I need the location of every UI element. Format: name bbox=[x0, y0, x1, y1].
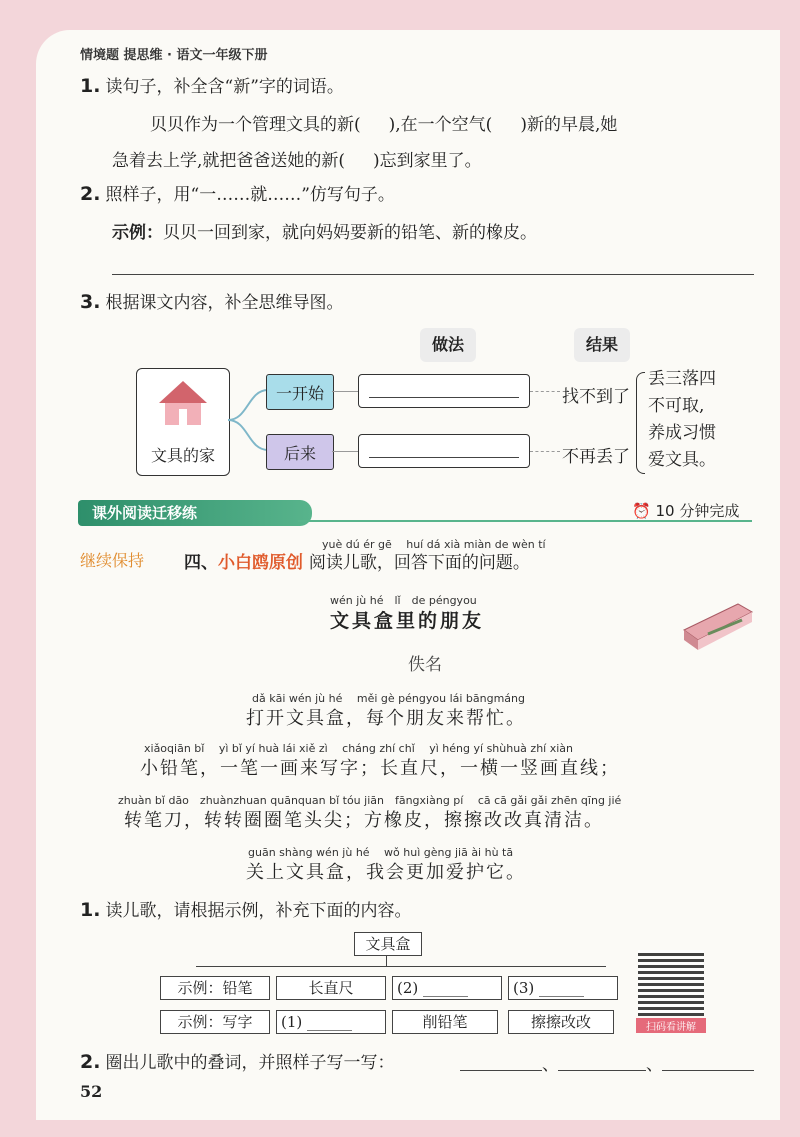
house-icon bbox=[155, 377, 211, 427]
page: 情境题 提思维 · 语文一年级下册 1. 读句子，补全含“新”字的词语。 贝贝作为一个管理文具的新( ),在一个空气( )新的早晨,她 急着去上学,就把爸爸送她的新( )忘到家里了。 2. 照样子，用“一……就……”仿写句子。 示例：贝贝一回到家，就向妈妈要新的铅笔、新的橡皮。 3. 根据课文内容，补全思维导图。 做法 结果 文具的家 一开始 后来 找不到了 不再丢了 丢三落四 不可取, 养成习惯 爱文具。 课外阅读迁移练 ⏰ 10 分钟完成 继续保持 yuè dú ér gē huí dá xià miàn de wèn tí 四、小白鸥原创 阅读儿歌，回答下面的问题。 wén jù hé lǐ de péngyou 文具盒里的朋友 佚名 dǎ kāi wén jù hé měi gè péngyou lái bāngmáng 打开文具盒，每个朋友来帮忙。 xiǎoqiān bǐ yì bǐ yí huà lái xiě zì cháng zhí chǐ yì héng yí shùhuà zhí xiàn 小铅笔，一笔一画来写字；长直尺，一横一竖画直线； zhuàn bǐ dāo zhuànzhuan quānquan bǐ tóu jiān fāngxiàng pí cā cā gǎi gǎi zhēn qīng jié 转笔刀，转转圈圈笔头尖；方橡皮，擦擦改改真清洁。 guān shàng wén jù hé wǒ huì gèng jiā ài hù tā 关上文具盒，我会更加爱护它。 1. 读儿歌，请根据示例，补充下面的内容。 文具盒 示例：铅笔 长直尺 (2) ______ (3) ______ 示例：写字 (1) ______ 削铅笔 擦擦改改 扫码看讲解 2. 圈出儿歌中的叠词，并照样子写一写： 、 、 52 bbox=[36, 30, 780, 1120]
pencil-box-image bbox=[678, 590, 758, 660]
row1-example: 示例：铅笔 bbox=[160, 976, 270, 1000]
row2-blank-1[interactable]: (1) ______ bbox=[276, 1010, 386, 1034]
row2-sharpen: 削铅笔 bbox=[392, 1010, 498, 1034]
later-node: 后来 bbox=[266, 434, 334, 470]
q2-answer-line[interactable] bbox=[112, 274, 754, 275]
col-method-header: 做法 bbox=[420, 328, 476, 362]
q1-sentence-line2: 急着去上学,就把爸爸送她的新( )忘到家里了。 bbox=[112, 151, 482, 171]
poem-line-1: 打开文具盒，每个朋友来帮忙。 bbox=[246, 708, 526, 729]
qr-label: 扫码看讲解 bbox=[636, 1018, 706, 1033]
reading-banner: 课外阅读迁移练 bbox=[78, 500, 312, 526]
row1-blank-3[interactable]: (3) ______ bbox=[508, 976, 618, 1000]
poem-line-4: 关上文具盒，我会更加爱护它。 bbox=[246, 862, 526, 883]
method-answer-1[interactable] bbox=[358, 374, 530, 408]
q1-text: 读句子，补全含“新”字的词语。 bbox=[105, 77, 344, 97]
bracket bbox=[636, 372, 645, 474]
qr-code[interactable] bbox=[638, 950, 704, 1016]
q3-prompt: 3. 根据课文内容，补全思维导图。 bbox=[80, 291, 344, 313]
start-node: 一开始 bbox=[266, 374, 334, 410]
row2-example: 示例：写字 bbox=[160, 1010, 270, 1034]
timer: ⏰ 10 分钟完成 bbox=[632, 502, 740, 520]
q2-example: 示例：贝贝一回到家，就向妈妈要新的铅笔、新的橡皮。 bbox=[112, 223, 537, 243]
page-header: 情境题 提思维 · 语文一年级下册 bbox=[80, 48, 268, 63]
poem-line-2: 小铅笔，一笔一画来写字；长直尺，一横一竖画直线； bbox=[140, 758, 620, 779]
result-1: 找不到了 bbox=[562, 387, 630, 407]
result-2: 不再丢了 bbox=[562, 447, 630, 467]
q1-number: 1. bbox=[80, 75, 101, 97]
p1-prompt: 1. 读儿歌，请根据示例，补充下面的内容。 bbox=[80, 899, 412, 921]
p2-blank-2[interactable] bbox=[558, 1070, 646, 1071]
poem-author: 佚名 bbox=[408, 655, 442, 675]
row1-blank-2[interactable]: (2) ______ bbox=[392, 976, 502, 1000]
col-result-header: 结果 bbox=[574, 328, 630, 362]
row1-ruler: 长直尺 bbox=[276, 976, 386, 1000]
root-box bbox=[136, 368, 230, 476]
q1-sentence-line1: 贝贝作为一个管理文具的新( ),在一个空气( )新的早晨,她 bbox=[150, 115, 618, 135]
p2-blank-1[interactable] bbox=[460, 1070, 542, 1071]
q1-prompt bbox=[80, 72, 344, 97]
root-label: 文具的家 bbox=[150, 446, 215, 465]
clock-icon: ⏰ bbox=[632, 502, 651, 520]
tree-root: 文具盒 bbox=[354, 932, 422, 956]
poem-title: 文具盒里的朋友 bbox=[330, 610, 485, 632]
connector-lines bbox=[228, 380, 268, 460]
q2-prompt: 2. 照样子，用“一……就……”仿写句子。 bbox=[80, 183, 395, 205]
section4-heading: 四、小白鸥原创 阅读儿歌，回答下面的问题。 bbox=[184, 553, 530, 573]
method-answer-2[interactable] bbox=[358, 434, 530, 468]
keep-label: 继续保持 bbox=[80, 551, 145, 570]
row2-erase: 擦擦改改 bbox=[508, 1010, 614, 1034]
page-number: 52 bbox=[80, 1082, 103, 1101]
poem-line-3: 转笔刀，转转圈圈笔头尖；方橡皮，擦擦改改真清洁。 bbox=[124, 810, 604, 831]
p2-prompt: 2. 圈出儿歌中的叠词，并照样子写一写： bbox=[80, 1051, 395, 1073]
bracket-text: 丢三落四 不可取, 养成习惯 爱文具。 bbox=[648, 369, 716, 470]
p2-blank-3[interactable] bbox=[662, 1070, 754, 1071]
